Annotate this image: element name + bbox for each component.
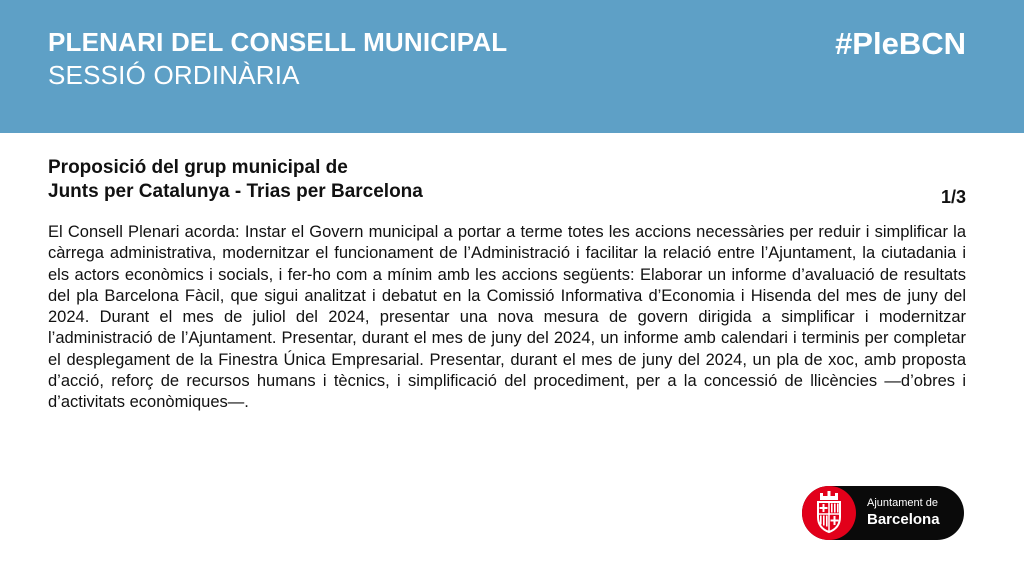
proposal-title-line1: Proposició del grup municipal de	[48, 157, 348, 178]
logo-text-line2: Barcelona	[867, 511, 940, 528]
page-indicator: 1/3	[940, 187, 966, 207]
ajuntament-logo	[802, 486, 964, 540]
proposal-body: El Consell Plenari acorda: Instar el Govern municipal a portar a terme totes les accions necessàries per reduir i simplificar la càrrega administrativa, modernitzar el funcionament de l’Administració i facilitar la relació entre l’Ajuntament, la ciutadania i els actors econòmics i socials, i fer-ho com a mínim amb les accions següents: Elaborar un informe d’avaluació de resultats del pla Barcelona Fàcil, que sigui analitzat i debatut en la Comissió Informativa d’Economia i Hisenda del mes de juny del 2024. Durant el mes de juliol del 2024, presentar una nova mesura de govern dirigida a simplificar i modernitzar l’administració de l’Ajuntament. Presentar, durant el mes de juny del 2024, un informe amb calendari i terminis per completar el desplegament de la Finestra Única Empresarial. Presentar, durant el mes de juny del 2024, un pla de xoc, amb proposta d’acció, reforç de recursos humans i tècnics, i simplificació del procediment, per a la concessió de llicències —d’obres i d’activitats econòmiques—.	[48, 223, 966, 412]
session-subtitle: SESSIÓ ORDINÀRIA	[48, 60, 300, 90]
header-banner	[0, 0, 1024, 133]
hashtag: #PleBCN	[835, 26, 966, 61]
logo-text-line1: Ajuntament de	[867, 497, 938, 509]
proposal-title	[48, 156, 423, 204]
barcelona-coat-of-arms-icon	[802, 486, 856, 540]
session-title: PLENARI DEL CONSELL MUNICIPAL	[48, 27, 508, 57]
proposal-title-line2: Junts per Catalunya - Trias per Barcelona	[48, 181, 423, 202]
